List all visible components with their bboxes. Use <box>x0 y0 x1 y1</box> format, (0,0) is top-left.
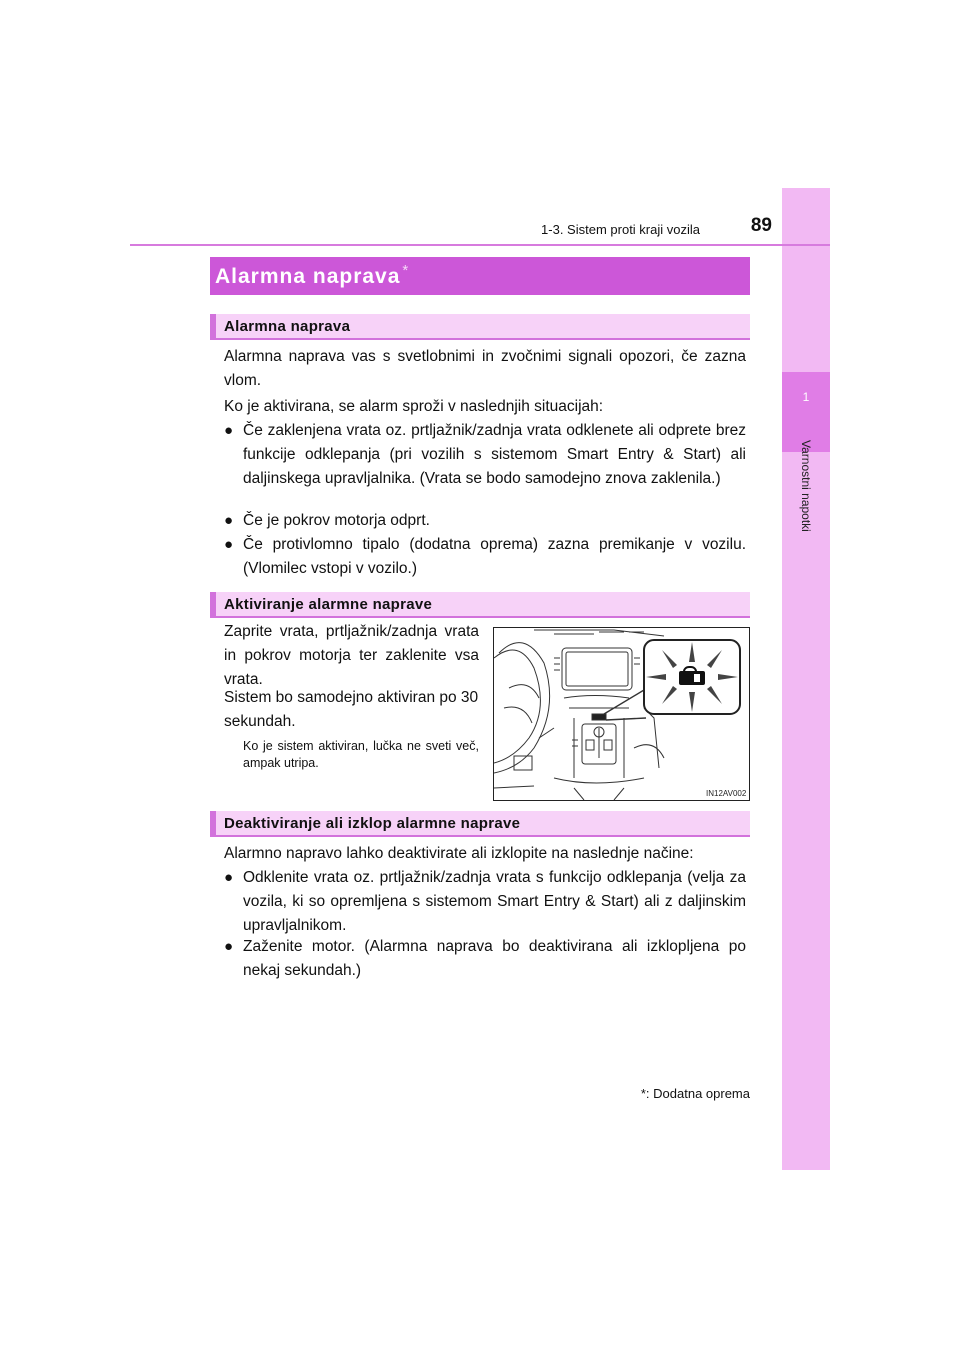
section-heading-text: Alarmna naprava <box>224 318 351 335</box>
section-heading-activation <box>210 592 750 618</box>
list-item <box>224 533 746 581</box>
list-item <box>224 935 746 983</box>
section-heading-text: Deaktiviranje ali izklop alarmne naprave <box>224 815 521 832</box>
list-item <box>224 866 746 938</box>
figure-code: IN12AV002 <box>706 789 747 798</box>
side-tab-label-text: Varnostni napotki <box>799 440 813 532</box>
paragraph: Sistem bo samodejno aktiviran po 30 sekundah. <box>224 689 479 730</box>
header-divider <box>130 244 830 246</box>
paragraph: Zaprite vrata, prtljažnik/zadnja vrata in pokrov motorja ter zaklenite vsa vrata. <box>224 623 479 688</box>
dashboard-illustration <box>493 627 750 801</box>
side-tab-label <box>782 440 830 600</box>
paragraph: Alarmno napravo lahko deaktivirate ali izklopite na naslednje načine: <box>224 845 694 862</box>
footnote-star: * <box>640 1086 646 1101</box>
bullet-icon: ● <box>224 938 234 955</box>
list-item-text: Odklenite vrata oz. prtljažnik/zadnja vrata s funkcijo odklepanja (velja za vozila, ki so opremljena s sistemom Smart Entry & Start) ali z daljinskim upravljalnikom. <box>243 869 746 934</box>
paragraph: Alarmna naprava vas s svetlobnimi in zvočnimi signali opozori, če zazna vlom. <box>224 348 746 389</box>
list-item <box>224 509 746 533</box>
list-item-text: Če protivlomno tipalo (dodatna oprema) zazna premikanje v vozilu. (Vlomilec vstopi v vozilo.) <box>243 536 746 577</box>
list-item-text: Če je pokrov motorja odprt. <box>243 512 430 529</box>
page-title <box>215 262 409 289</box>
side-tab-number: 1 <box>802 390 810 404</box>
bullet-icon: ● <box>224 869 234 886</box>
list-item-text: Zaženite motor. (Alarmna naprava bo deaktivirana ali izklopljena po nekaj sekundah.) <box>243 938 746 979</box>
list-item <box>224 419 746 491</box>
note-text: Ko je sistem aktiviran, lučka ne sveti več, ampak utripa. <box>243 739 479 770</box>
side-tab <box>782 188 830 1170</box>
section-heading-alarm <box>210 314 750 340</box>
section-heading-deactivation <box>210 811 750 837</box>
footnote <box>560 1086 750 1101</box>
list-item-text: Če zaklenjena vrata oz. prtljažnik/zadnja vrata odklenete ali odprete brez funkcije odklepanja (pri vozilih s sistemom Smart Entry & Start) ali daljinskega upravljalnika. (Vrata se bodo samodejno znova zaklenila.) <box>243 422 746 487</box>
page-title-text: Alarmna naprava <box>215 265 401 288</box>
paragraph: Ko je aktivirana, se alarm sproži v naslednjih situacijah: <box>224 398 604 415</box>
bullet-icon: ● <box>224 512 234 529</box>
section-heading-text: Aktiviranje alarmne naprave <box>224 596 433 613</box>
optional-equipment-star: * <box>402 262 410 279</box>
header-chapter: 1-3. Sistem proti kraji vozila <box>541 222 700 237</box>
bullet-icon: ● <box>224 422 234 439</box>
bullet-icon: ● <box>224 536 234 553</box>
dashboard-drawing <box>494 628 749 800</box>
footnote-text: : Dodatna oprema <box>645 1086 750 1101</box>
page-number: 89 <box>750 215 772 236</box>
